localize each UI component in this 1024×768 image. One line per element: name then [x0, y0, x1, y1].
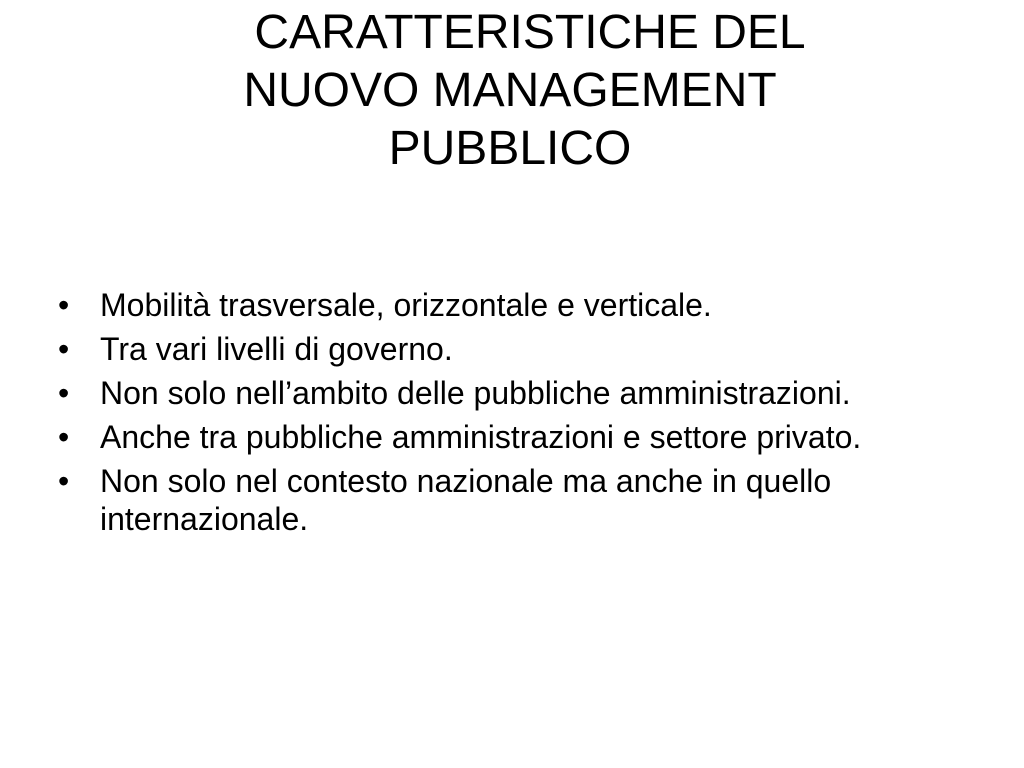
bullet-text: Mobilità trasversale, orizzontale e verticale.	[100, 287, 712, 323]
bullet-icon: •	[58, 375, 70, 411]
bullet-text: Anche tra pubbliche amministrazioni e settore privato.	[100, 419, 862, 455]
bullet-text: Non solo nel contesto nazionale ma anche in quello internazionale.	[100, 463, 832, 537]
title-line-1: CARATTERISTICHE DEL	[214, 6, 806, 59]
bullet-item	[58, 418, 958, 456]
bullet-item	[58, 286, 958, 324]
bullet-icon: •	[58, 463, 70, 499]
bullet-item	[58, 374, 958, 412]
bullet-item	[58, 462, 958, 538]
slide-title	[60, 4, 960, 178]
bullet-text: Non solo nell’ambito delle pubbliche amministrazioni.	[100, 375, 851, 411]
bullet-text: Tra vari livelli di governo.	[100, 331, 453, 367]
bullet-list	[58, 286, 958, 544]
title-line-2: NUOVO MANAGEMENT	[243, 64, 777, 117]
bullet-item	[58, 330, 958, 368]
bullet-icon: •	[58, 331, 70, 367]
bullet-icon: •	[58, 287, 70, 323]
bullet-icon: •	[58, 419, 70, 455]
title-line-3: PUBBLICO	[388, 122, 632, 175]
